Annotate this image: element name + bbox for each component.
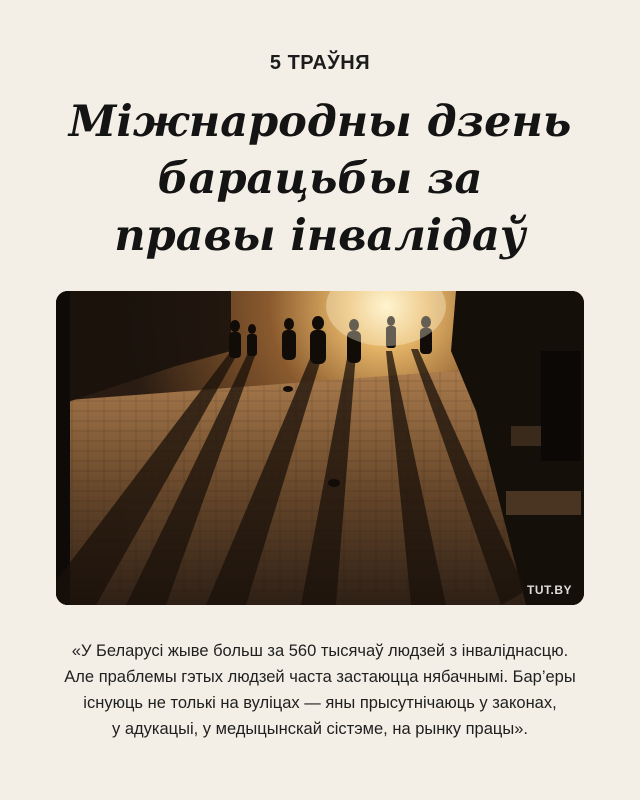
quote-line: у адукацыі, у медыцынскай сістэме, на рынку працы».	[112, 720, 528, 738]
street-photo	[56, 291, 584, 605]
quote-line: існуюць не толькі на вуліцах — яны прысутнічаюць у законах,	[83, 694, 557, 712]
title-line: барацьбы за	[157, 154, 483, 204]
street-photo-illustration	[56, 291, 584, 605]
quote-line: Але праблемы гэтых людзей часта застаюцца нябачнымі. Бар’еры	[64, 668, 576, 686]
date-label: 5 ТРАЎНЯ	[269, 52, 371, 74]
poster-title	[20, 94, 620, 265]
quote-text	[30, 638, 610, 742]
photo-watermark: TUT.BY	[527, 583, 572, 597]
quote-line: «У Беларусі жыве больш за 560 тысячаў людзей з інваліднасцю.	[71, 642, 569, 660]
title-line: Міжнародны дзень	[68, 97, 572, 147]
title-line: правы інвалідаў	[114, 211, 526, 261]
